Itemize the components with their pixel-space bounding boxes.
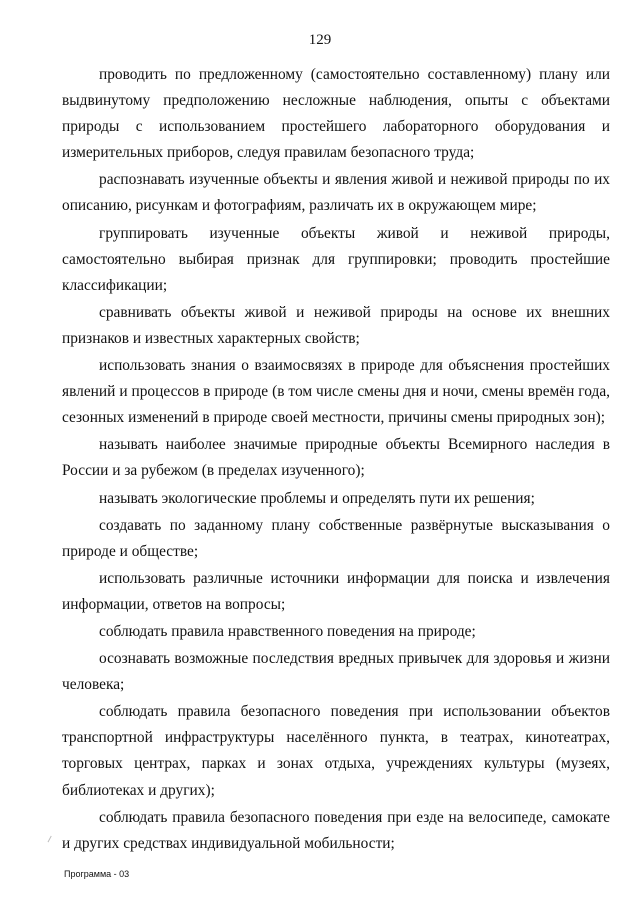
paragraph: называть наиболее значимые природные объекты Всемирного наследия в России и за рубежом (в пределах изученного); <box>62 436 610 480</box>
paragraph: называть экологические проблемы и определять пути их решения; <box>99 489 535 507</box>
paragraph: осознавать возможные последствия вредных привычек для здоровья и жизни человека; <box>62 650 610 694</box>
paragraph: создавать по заданному плану собственные развёрнутые высказывания о природе и обществе; <box>62 516 610 560</box>
paragraph: использовать знания о взаимосвязях в природе для объяснения простейших явлений и процессов в природе (в том числе смены дня и ночи, смены времён года, сезонных изменений в природе своей местности, причины смены природных зон); <box>62 357 610 427</box>
paragraph: распознавать изученные объекты и явления живой и неживой природы по их описанию, рисункам и фотографиям, различать их в окружающем мире; <box>62 171 610 215</box>
footer-label: Программа - 03 <box>64 869 130 879</box>
paragraph: группировать изученные объекты живой и неживой природы, самостоятельно выбирая признак для группировки; проводить простейшие классификации; <box>62 224 610 294</box>
page-number: 129 <box>308 32 332 48</box>
paragraph: проводить по предложенному (самостоятельно составленному) плану или выдвинутому предположению несложные наблюдения, опыты с объектами природы с использованием простейшего лабораторного оборудования и измерительных приборов, следуя правилам безопасного труда; <box>62 66 610 162</box>
document-body <box>62 62 610 858</box>
paragraph: соблюдать правила безопасного поведения при использовании объектов транспортной инфраструктуры населённого пункта, в театрах, кинотеатрах, торговых центрах, парках и зонах отдыха, учреждениях культуры (музеях, библиотеках и других); <box>62 703 610 799</box>
paragraph: использовать различные источники информации для поиска и извлечения информации, ответов на вопросы; <box>62 569 610 613</box>
scan-mark <box>48 836 54 844</box>
paragraph: сравнивать объекты живой и неживой природы на основе их внешних признаков и известных характерных свойств; <box>62 303 610 347</box>
paragraph: соблюдать правила безопасного поведения при езде на велосипеде, самокате и других средствах индивидуальной мобильности; <box>62 808 610 852</box>
paragraph: соблюдать правила нравственного поведения на природе; <box>99 622 476 640</box>
